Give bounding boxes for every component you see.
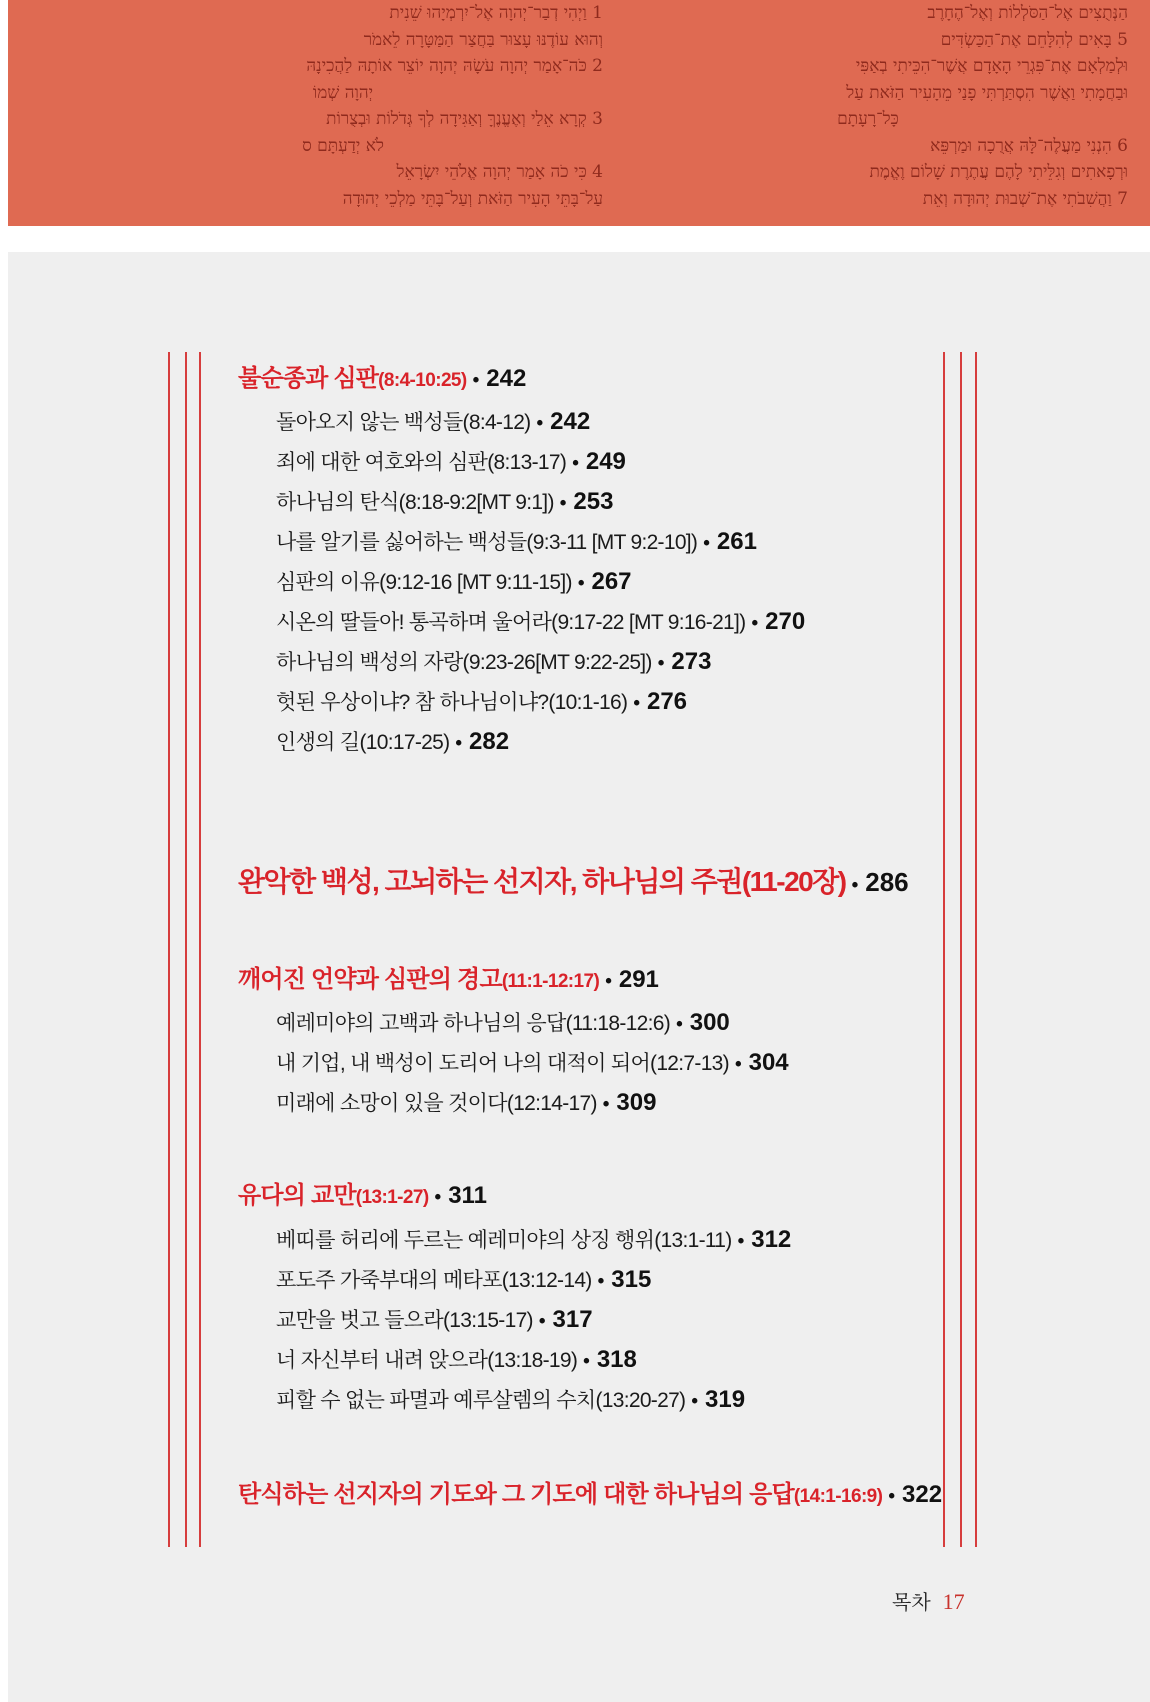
toc-entry[interactable] xyxy=(276,1087,656,1117)
right-rule-line xyxy=(943,352,945,1547)
page-footer xyxy=(892,1586,965,1615)
toc-entry[interactable] xyxy=(276,1047,789,1077)
toc-section-heading[interactable] xyxy=(238,1474,942,1509)
hebrew-line: לֹא יְדַעְתָּם ס xyxy=(302,135,384,156)
hebrew-line: 1 וַיְהִי דְבַר־יְהוָה אֶל־יִרְמְיָהוּ שֵׁנִית xyxy=(389,3,603,23)
section-reference: (8:4-10:25) xyxy=(378,370,467,391)
bullet: • xyxy=(691,1391,699,1412)
toc-section-heading[interactable] xyxy=(238,959,659,994)
bullet: • xyxy=(888,1486,896,1507)
toc-entry[interactable] xyxy=(276,1344,637,1374)
section-title: 유다의 교만 xyxy=(238,1182,356,1209)
entry-title: 미래에 소망이 있을 것이다(12:14-17) xyxy=(276,1092,597,1115)
entry-page-number: 315 xyxy=(611,1266,652,1293)
section-reference: (11:1-12:17) xyxy=(501,971,600,992)
toc-part-heading[interactable] xyxy=(238,860,909,900)
bullet: • xyxy=(676,1014,683,1035)
hebrew-column-right xyxy=(83,0,603,212)
section-title: 불순종과 심판 xyxy=(238,365,379,392)
toc-section-heading[interactable] xyxy=(238,358,526,393)
toc-entry[interactable] xyxy=(276,486,613,516)
toc-entry[interactable] xyxy=(276,446,626,476)
toc-entry[interactable] xyxy=(276,686,687,716)
section-page-number: 291 xyxy=(618,966,659,993)
hebrew-column-left xyxy=(608,0,1128,212)
entry-title: 죄에 대한 여호와의 심판(8:13-17) xyxy=(276,451,567,474)
bullet: • xyxy=(751,613,759,634)
entry-title: 예레미야의 고백과 하나님의 응답(11:18-12:6) xyxy=(276,1012,671,1035)
entry-title: 하나님의 탄식(8:18-9:2[MT 9:1]) xyxy=(276,491,554,514)
entry-page-number: 253 xyxy=(573,488,614,515)
left-rule-line xyxy=(185,352,187,1547)
toc-entry[interactable] xyxy=(276,566,632,596)
bullet: • xyxy=(703,533,710,554)
hebrew-line: כָּל־רָעָתָם xyxy=(837,109,899,129)
section-reference: (13:1-27) xyxy=(355,1187,429,1208)
right-rule-line xyxy=(960,352,962,1547)
entry-page-number: 304 xyxy=(748,1049,789,1076)
section-reference: (14:1-16:9) xyxy=(793,1486,883,1507)
hebrew-line: וְהוּא עוֹדֶנּוּ עָצוּר בַּחֲצַר הַמַּטָּרָה לֵאמֹר xyxy=(363,29,603,50)
toc-entry[interactable] xyxy=(276,1304,593,1334)
bullet: • xyxy=(577,573,585,594)
entry-title: 나를 알기를 싫어하는 백성들(9:3-11 [MT 9:2-10]) xyxy=(276,531,698,554)
bullet: • xyxy=(559,493,567,514)
entry-title: 하나님의 백성의 자랑(9:23-26[MT 9:22-25]) xyxy=(276,651,652,674)
toc-entry[interactable] xyxy=(276,1224,791,1254)
hebrew-line: 4 כִּי כֹה אָמַר יְהוָה אֱלֹהֵי יִשְׂרָאֵל xyxy=(396,162,603,182)
bullet: • xyxy=(536,413,544,434)
right-rule-line xyxy=(975,352,977,1547)
entry-page-number: 317 xyxy=(552,1306,593,1333)
entry-title: 포도주 가죽부대의 메타포(13:12-14) xyxy=(276,1269,592,1292)
hebrew-line: הַנְּתֻצִים אֶל־הַסֹּלְלוֹת וְאֶל־הֶחָרֶב xyxy=(927,3,1128,23)
entry-page-number: 318 xyxy=(596,1346,637,1373)
bullet: • xyxy=(572,453,579,474)
hebrew-line: עַל־בָּתֵּי הָעִיר הַזֹּאת וְעַל־בָּתֵּי מַלְכֵי יְהוּדָה xyxy=(342,188,603,209)
section-page-number: 286 xyxy=(865,867,909,897)
bullet: • xyxy=(737,1231,745,1252)
entry-page-number: 319 xyxy=(705,1386,746,1413)
hebrew-scripture-banner xyxy=(8,0,1150,226)
bullet: • xyxy=(657,653,665,674)
bullet: • xyxy=(851,875,859,896)
entry-title: 베띠를 허리에 두르는 예레미야의 상징 행위(13:1-11) xyxy=(276,1229,732,1252)
toc-entry[interactable] xyxy=(276,406,590,436)
entry-page-number: 309 xyxy=(616,1089,657,1116)
entry-title: 교만을 벗고 들으라(13:15-17) xyxy=(276,1309,533,1332)
section-title: 깨어진 언약과 심판의 경고 xyxy=(238,966,502,993)
toc-entry[interactable] xyxy=(276,726,509,756)
entry-title: 내 기업, 내 백성이 도리어 나의 대적이 되어(12:7-13) xyxy=(276,1052,729,1075)
left-rule-line xyxy=(168,352,170,1547)
bullet: • xyxy=(633,693,640,714)
bullet: • xyxy=(434,1187,442,1208)
entry-title: 돌아오지 않는 백성들(8:4-12) xyxy=(276,411,531,434)
toc-entry[interactable] xyxy=(276,606,805,636)
entry-title: 피할 수 없는 파멸과 예루살렘의 수치(13:20-27) xyxy=(276,1389,686,1412)
entry-title: 인생의 길(10:17-25) xyxy=(276,731,450,754)
toc-entry[interactable] xyxy=(276,1384,745,1414)
toc-section-heading[interactable] xyxy=(238,1175,487,1210)
left-rule-line xyxy=(199,352,201,1547)
section-title: 탄식하는 선지자의 기도와 그 기도에 대한 하나님의 응답 xyxy=(238,1481,794,1508)
bullet: • xyxy=(734,1054,742,1075)
entry-page-number: 242 xyxy=(550,408,591,435)
hebrew-line: 5 בָּאִים לְהִלָּחֵם אֶת־הַכַּשְׂדִּים xyxy=(940,29,1128,50)
entry-title: 너 자신부터 내려 앉으라(13:18-19) xyxy=(276,1349,578,1372)
section-page-number: 242 xyxy=(486,365,527,392)
bullet: • xyxy=(597,1271,605,1292)
bullet: • xyxy=(602,1094,610,1115)
bullet: • xyxy=(583,1351,590,1372)
hebrew-line: 3 קְרָא אֵלַי וְאֶעֱנֶךָּ וְאַגִּידָה לְךָ גְּדֹלוֹת וּבְצֻרוֹת xyxy=(326,109,603,129)
entry-page-number: 261 xyxy=(716,528,757,555)
entry-title: 심판의 이유(9:12-16 [MT 9:11-15]) xyxy=(276,571,572,594)
bullet: • xyxy=(538,1311,546,1332)
hebrew-line: וּרְפָאתִים וְגִלֵּיתִי לָהֶם עֲתֶרֶת שָׁלוֹם וֶאֱמֶת xyxy=(869,162,1128,182)
hebrew-line: 2 כֹּה־אָמַר יְהוָה עֹשָׂהּ יְהוָה יוֹצֵר אוֹתָהּ לַהֲכִינָהּ xyxy=(306,56,603,76)
entry-title: 헛된 우상이냐? 참 하나님이냐?(10:1-16) xyxy=(276,691,628,714)
entry-page-number: 273 xyxy=(671,648,712,675)
footer-label: 목차 xyxy=(892,1590,931,1614)
entry-title: 시온의 딸들아! 통곡하며 울어라(9:17-22 [MT 9:16-21]) xyxy=(276,611,746,634)
toc-entry[interactable] xyxy=(276,1007,730,1037)
section-title: 완악한 백성, 고뇌하는 선지자, 하나님의 주권(11-20장) xyxy=(238,866,846,897)
entry-page-number: 300 xyxy=(689,1009,730,1036)
section-page-number: 311 xyxy=(448,1182,487,1209)
toc-entry[interactable] xyxy=(276,1264,651,1294)
entry-page-number: 267 xyxy=(591,568,632,595)
toc-entry[interactable] xyxy=(276,646,711,676)
bullet: • xyxy=(472,370,480,391)
entry-page-number: 312 xyxy=(751,1226,792,1253)
entry-page-number: 276 xyxy=(646,688,688,715)
entry-page-number: 282 xyxy=(469,728,510,755)
bullet: • xyxy=(455,733,463,754)
hebrew-line: 7 וַהֲשִׁבֹתִי אֶת־שְׁבוּת יְהוּדָה וְאֵת xyxy=(922,188,1128,209)
hebrew-line: יְהוָה שְׁמוֹ xyxy=(312,82,374,103)
entry-page-number: 270 xyxy=(765,608,806,635)
section-page-number: 322 xyxy=(902,1481,943,1508)
toc-entry[interactable] xyxy=(276,526,757,556)
page-number: 17 xyxy=(942,1589,965,1614)
hebrew-line: 6 הִנְנִי מַעֲלֶה־לָּהּ אֲרֻכָה וּמַרְפֵּא xyxy=(930,135,1128,156)
hebrew-line: וּלְמַלְאָם אֶת־פִּגְרֵי הָאָדָם אֲשֶׁר־הִכֵּיתִי בְאַפִּי xyxy=(855,56,1128,76)
bullet: • xyxy=(605,971,612,992)
hebrew-line: וּבַחֲמָתִי וַאֲשֶׁר הִסְתַּרְתִּי פָנַי מֵהָעִיר הַזֹּאת עַל xyxy=(846,82,1128,103)
entry-page-number: 249 xyxy=(585,448,626,475)
